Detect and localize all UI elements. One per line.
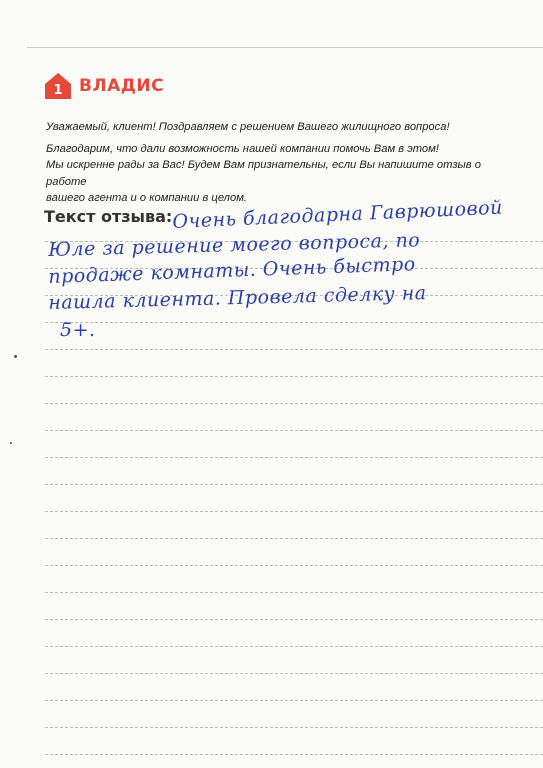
logo-digit: 1 xyxy=(53,83,63,98)
ruled-line xyxy=(45,430,543,431)
ruled-line xyxy=(45,754,543,755)
scan-speck xyxy=(14,355,17,358)
ruled-line xyxy=(45,646,543,647)
ruled-line xyxy=(45,484,543,485)
ruled-lines xyxy=(45,0,543,768)
ruled-line xyxy=(45,349,543,350)
ruled-line xyxy=(45,700,543,701)
review-label: Текст отзыва: xyxy=(44,207,173,226)
ruled-line xyxy=(45,376,543,377)
thanks-line-3: вашего агента и о компании в целом. xyxy=(46,192,247,204)
ruled-line xyxy=(45,538,543,539)
greeting-text: Уважаемый, клиент! Поздравляем с решением Вашего жилищного вопроса! xyxy=(46,121,450,133)
handwritten-line: продаже комнаты. Очень быстро xyxy=(48,253,416,288)
handwritten-line: Очень благодарна Гаврюшовой xyxy=(172,196,504,233)
ruled-line xyxy=(45,727,543,728)
scan-speck xyxy=(10,442,12,444)
thanks-line-1: Благодарим, что дали возможность нашей компании помочь Вам в этом! xyxy=(46,142,439,155)
handwritten-line: 5+. xyxy=(60,319,96,341)
ruled-line xyxy=(45,565,543,566)
brand-name: ВЛАДИС xyxy=(79,76,165,96)
ruled-line xyxy=(45,592,543,593)
ruled-line xyxy=(45,322,543,323)
ruled-line xyxy=(45,403,543,404)
ruled-line xyxy=(45,457,543,458)
ruled-line xyxy=(45,511,543,512)
handwritten-line: нашла клиента. Провела сделку на xyxy=(48,282,427,314)
ruled-line xyxy=(45,619,543,620)
ruled-line xyxy=(45,673,543,674)
handwritten-line: Юле за решение моего вопроса, по xyxy=(48,229,421,261)
thanks-line-2: Мы искренне рады за Вас! Будем Вам признательны, если Вы напишите отзыв о работе xyxy=(46,159,481,188)
